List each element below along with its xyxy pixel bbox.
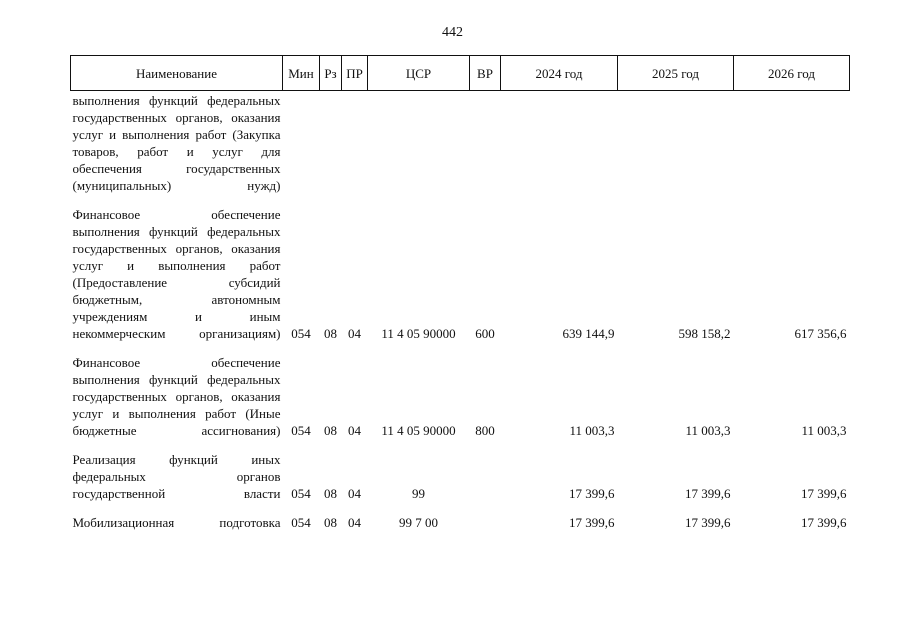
table-row: [71, 206, 850, 342]
row-2024: [501, 91, 618, 195]
row-csr: 99: [412, 486, 425, 501]
row-2024: 17 399,6: [569, 486, 615, 501]
row-min: 054: [291, 486, 311, 501]
row-spacer: [71, 439, 850, 451]
row-pr: 04: [348, 423, 361, 438]
page-number: 442: [442, 25, 463, 40]
row-rz: [320, 91, 342, 195]
header-rz: Рз: [320, 56, 342, 91]
row-name: Реализация функций иных федеральных органов государственной власти: [72, 452, 281, 501]
row-min: 054: [291, 423, 311, 438]
row-name: Финансовое обеспечение выполнения функций федеральных государственных органов, оказания услуг и выполнения работ (Предоставление субсидий бюджетным, автономным учреждениям и иным некоммерческим организациям): [72, 207, 281, 341]
row-csr: 11 4 05 90000: [381, 423, 456, 438]
row-2025: [618, 91, 734, 195]
row-vr: 800: [475, 423, 495, 438]
table-header-row: [71, 56, 850, 91]
row-pr: [342, 91, 368, 195]
table-row: [71, 91, 850, 195]
row-vr: [470, 451, 501, 502]
row-rz: 08: [324, 515, 337, 530]
row-2026: 11 003,3: [801, 423, 847, 438]
row-2026: [734, 91, 850, 195]
table-row: [71, 451, 850, 502]
header-name: Наименование: [71, 56, 283, 91]
row-pr: 04: [348, 515, 361, 530]
header-vr: ВР: [470, 56, 501, 91]
header-min: Мин: [283, 56, 320, 91]
budget-table: [70, 55, 850, 531]
row-spacer: [71, 502, 850, 514]
row-rz: 08: [324, 486, 337, 501]
row-rz: 08: [324, 423, 337, 438]
row-pr: 04: [348, 486, 361, 501]
row-2025: 598 158,2: [678, 326, 731, 341]
row-2026: 617 356,6: [794, 326, 847, 341]
row-pr: 04: [348, 326, 361, 341]
row-2026: 17 399,6: [801, 515, 847, 530]
header-2026: 2026 год: [734, 56, 850, 91]
row-2024: 17 399,6: [569, 515, 615, 530]
header-2025: 2025 год: [618, 56, 734, 91]
row-vr: [470, 91, 501, 195]
row-csr: 99 7 00: [399, 515, 438, 530]
row-2026: 17 399,6: [801, 486, 847, 501]
row-2024: 639 144,9: [562, 326, 615, 341]
row-2025: 17 399,6: [685, 486, 731, 501]
row-2024: 11 003,3: [569, 423, 615, 438]
table-row: [71, 514, 850, 531]
row-2025: 17 399,6: [685, 515, 731, 530]
row-rz: 08: [324, 326, 337, 341]
row-csr: 11 4 05 90000: [381, 326, 456, 341]
header-2024: 2024 год: [501, 56, 618, 91]
row-csr: [368, 91, 470, 195]
row-name: выполнения функций федеральных государственных органов, оказания услуг и выполнения работ (Закупка товаров, работ и услуг для обеспечения государственных (муниципальных) нужд): [72, 93, 281, 193]
row-spacer: [71, 194, 850, 206]
row-min: 054: [291, 326, 311, 341]
row-min: [283, 91, 320, 195]
table-row: [71, 354, 850, 439]
header-pr: ПР: [342, 56, 368, 91]
row-vr: 600: [475, 326, 495, 341]
header-csr: ЦСР: [368, 56, 470, 91]
row-name: Финансовое обеспечение выполнения функций федеральных государственных органов, оказания услуг и выполнения работ (Иные бюджетные ассигнования): [72, 355, 281, 438]
row-spacer: [71, 342, 850, 354]
row-2025: 11 003,3: [685, 423, 731, 438]
row-min: 054: [291, 515, 311, 530]
row-name: Мобилизационная подготовка: [72, 515, 281, 530]
row-vr: [470, 514, 501, 531]
